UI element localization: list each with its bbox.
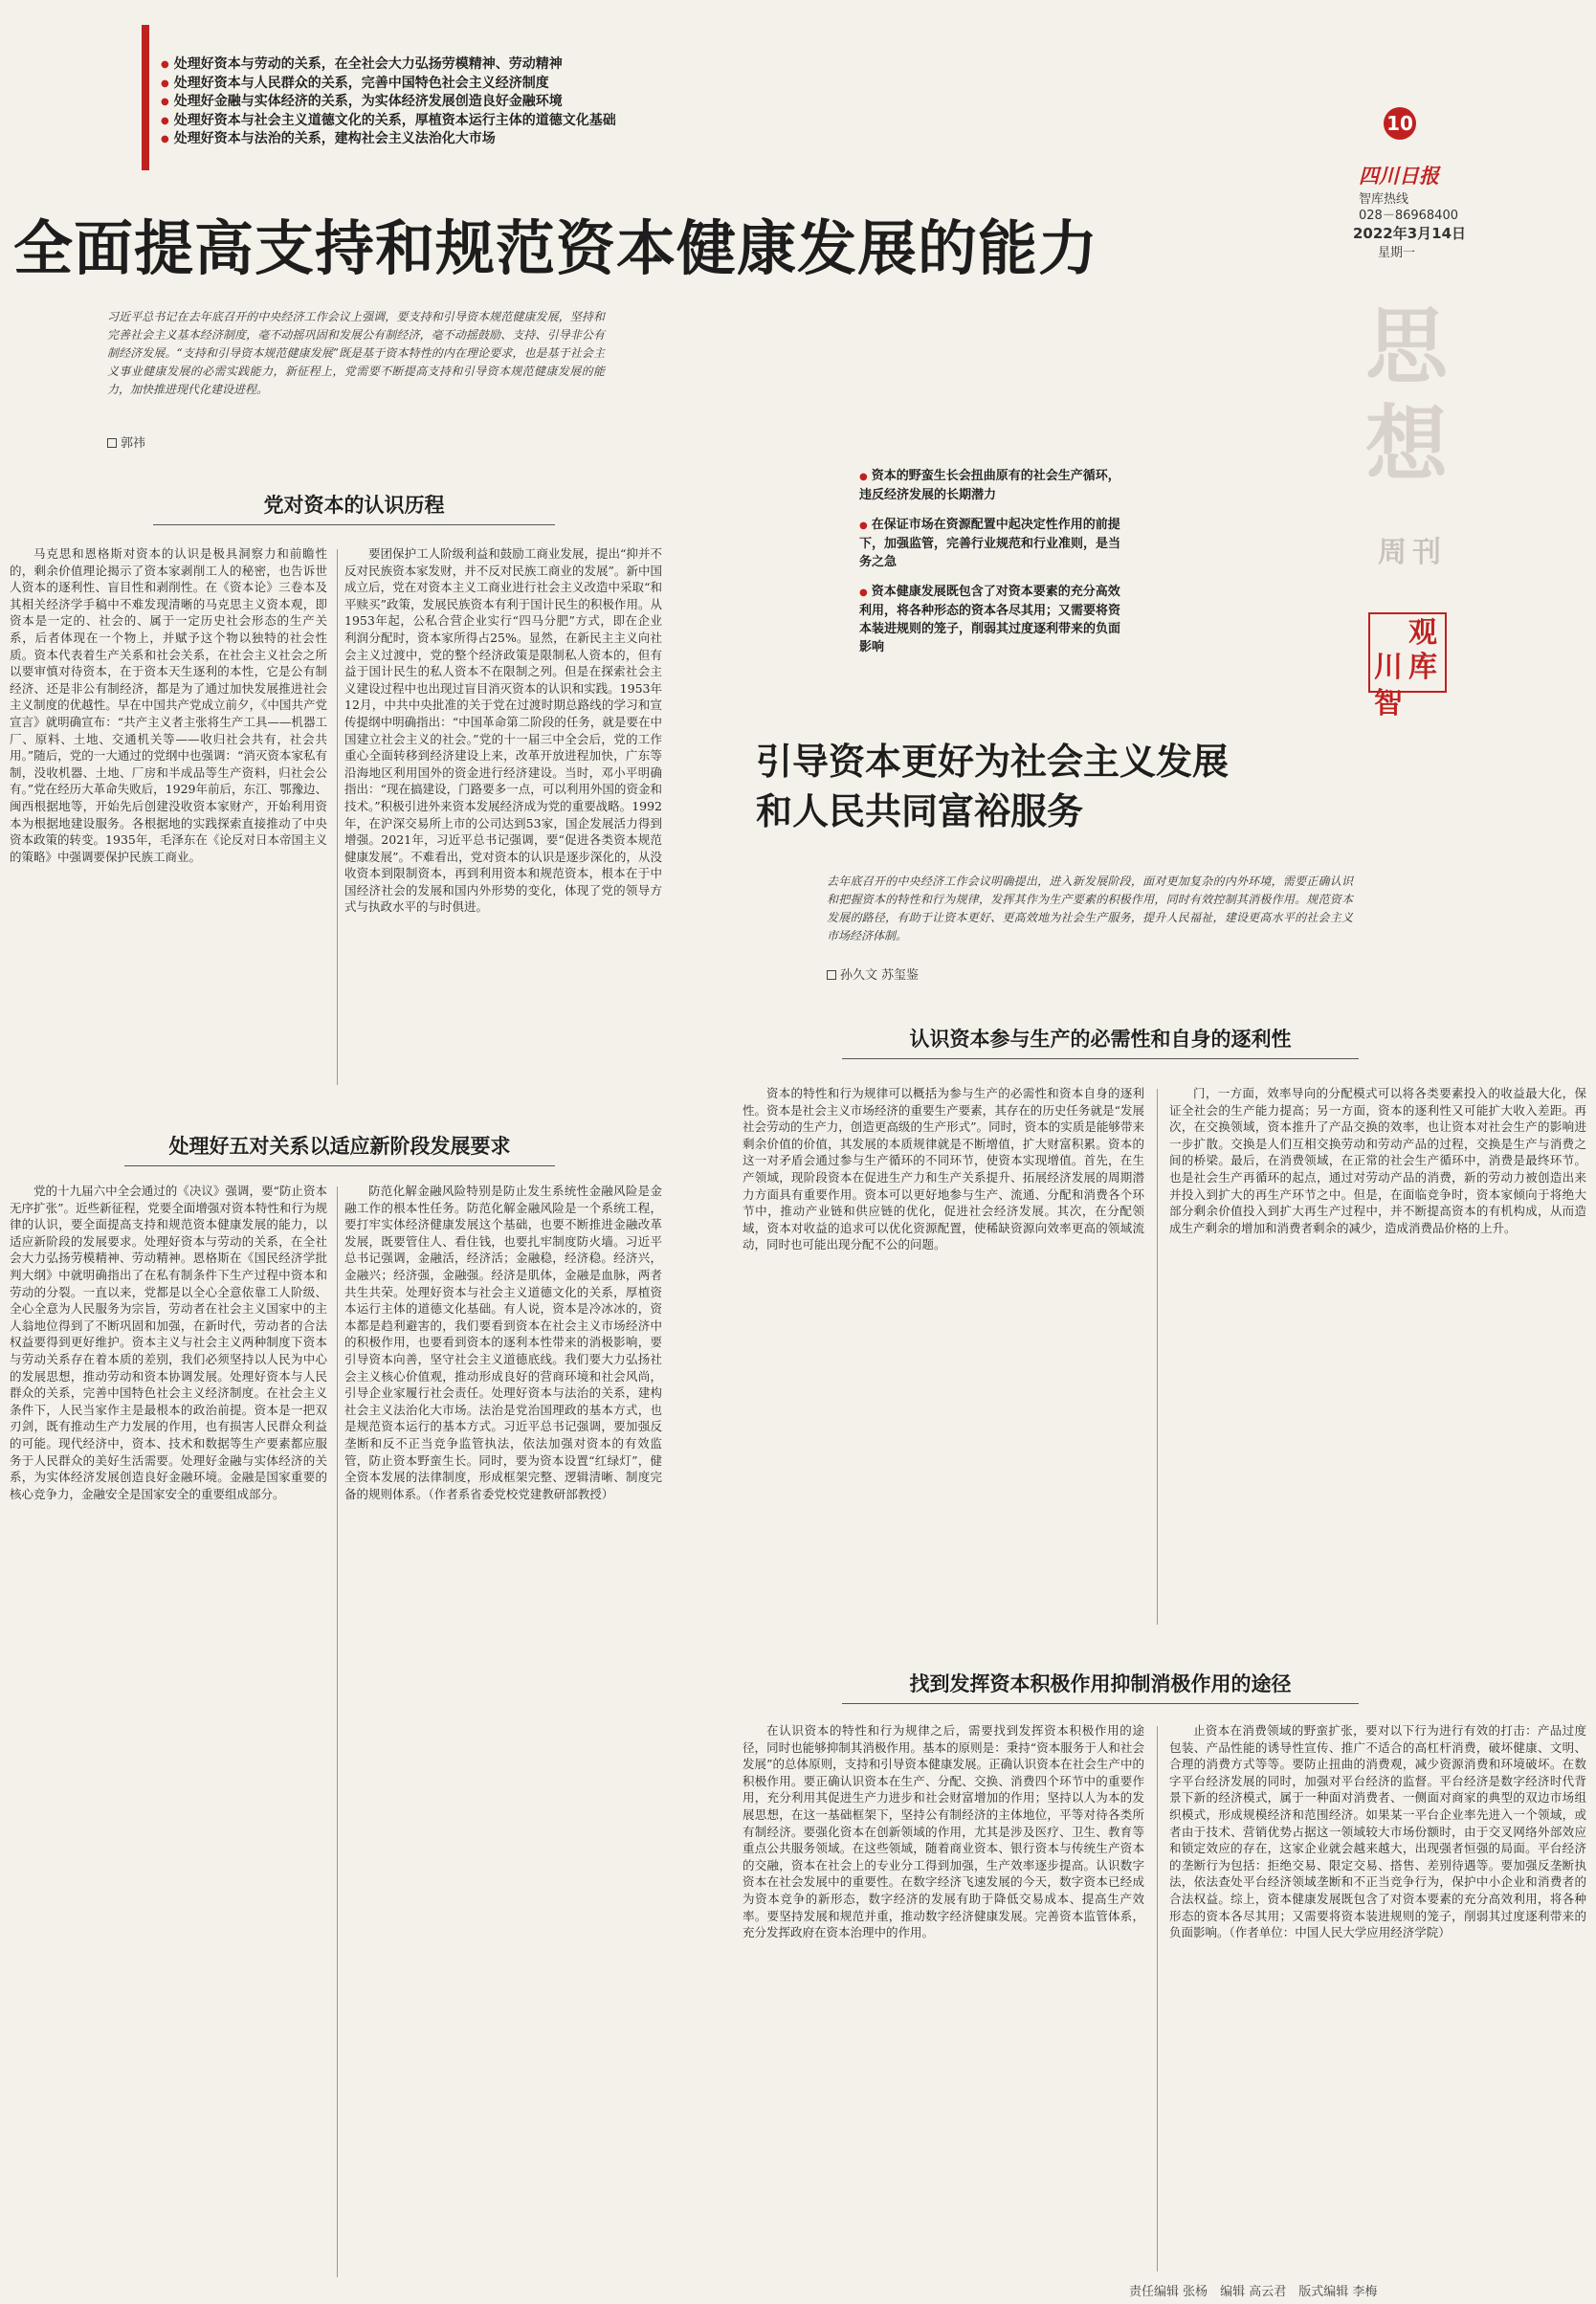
column-divider: [1157, 1089, 1158, 1625]
stamp-char: 川: [1374, 651, 1403, 684]
section-title: 党对资本的认识历程: [153, 490, 555, 525]
article-column: 资本的特性和行为规律可以概括为参与生产的必需性和资本自身的逐利性。资本是社会主义市场经济的重要生产要素，其存在的历史任务就是“发展社会劳动的生产力，创造更高级的生产形式”。同时，资本的实质是能够带来剩余价值的价值，其发展的本质规律就是不断增值，扩大财富积累。资本的这一对矛盾会通过参与生产循环的不同环节，使资本实现增值。首先，在生产领域，现阶段资本在促进生产力和生产关系提升、拓展经济发展的周期潜力方面具有重要作用。资本可以更好地参与生产、流通、分配和消费各个环节中，推动产业链和供应链的优化，促进社会经济发展。其次，在分配领域，资本对收益的追求可以优化资源配置，使稀缺资源向效率更高的领域流动，同时也可能出现分配不公的问题。: [743, 1086, 1144, 1252]
section-title: 认识资本参与生产的必需性和自身的逐利性: [842, 1024, 1359, 1059]
section-title: 处理好五对关系以适应新阶段发展要求: [124, 1131, 555, 1166]
header-bullet: ● 处理好资本与劳动的关系，在全社会大力弘扬劳模精神、劳动精神: [161, 55, 888, 75]
column-divider: [337, 549, 338, 1085]
article1-author: 郭祎: [107, 432, 145, 451]
article2-title-line: 引导资本更好为社会主义发展: [756, 741, 1230, 783]
newspaper-logo: 四川日报: [1359, 164, 1439, 188]
article-column: 防范化解金融风险特别是防止发生系统性金融风险是金融工作的根本性任务。防范化解金融风险是一个系统工程，要打牢实体经济健康发展这个基础，也要不断推进金融改革发展，既要管住人、看住钱，也要扎牢制度防火墙。习近平总书记强调，金融活，经济活；金融稳，经济稳。经济兴，金融兴；经济强，金融强。经济是肌体，金融是血脉，两者共生共荣。处理好资本与社会主义道德文化的关系，厚植资本运行主体的道德文化基础。有人说，资本是冷冰冰的，资本都是趋利避害的，我们要看到资本在社会主义市场经济中的积极作用，也要看到资本的逐利本性带来的消极影响，要引导资本向善，坚守社会主义道德底线。我们要大力弘扬社会主义核心价值观，推动形成良好的营商环境和社会风尚，引导企业家履行社会责任。处理好资本与法治的关系，建构社会主义法治化大市场。法治是党治国理政的基本方式，也是规范资本运行的基本方式。习近平总书记强调，要加强反垄断和反不正当竞争监管执法，依法加强对资本的有效监管，防止资本野蛮生长。同时，要为资本设置“红绿灯”，健全资本发展的法律制度，形成框架完整、逻辑清晰、制度完备的规则体系。（作者系省委党校党建教研部教授）: [344, 1184, 662, 1501]
hotline-number: 028－86968400: [1359, 209, 1458, 223]
column-divider: [337, 1186, 338, 2277]
article-column: 在认识资本的特性和行为规律之后，需要找到发挥资本积极作用的途径，同时也能够抑制其消极作用。基本的原则是：秉持“资本服务于人和社会发展”的总体原则，支持和引导资本健康发展。正确认识资本在社会生产中的积极作用。要正确认识资本在生产、分配、交换、消费四个环节中的重要作用，充分利用其促进生产力进步和社会财富增加的作用；坚持以人为本的发展思想，在这一基础框架下，坚持公有制经济的主体地位，平等对待各类所有制经济。要强化资本在创新领域的作用，尤其是涉及医疗、卫生、教育等重点公共服务领域。在这些领域，随着商业资本、银行资本与传统生产资本的交融，资本在社会上的专业分工得到加强，生产效率逐步提高。认识数字资本在社会发展中的重要性。在数字经济飞速发展的今天，数字资本已经成为资本竞争的新形态，数字经济的发展有助于降低交易成本、提高生产效率。要坚持发展和规范并重，推动数字经济健康发展。完善资本监管体系，充分发挥政府在资本治理中的作用。: [743, 1723, 1144, 1940]
page-number: 10: [1384, 107, 1416, 140]
header-bullets: [161, 55, 888, 149]
header-bullet: ● 处理好资本与人民群众的关系，完善中国特色社会主义经济制度: [161, 75, 888, 94]
header-bullet: ● 处理好资本与社会主义道德文化的关系，厚植资本运行主体的道德文化基础: [161, 112, 888, 131]
header-bullet: ● 处理好金融与实体经济的关系，为实体经济发展创造良好金融环境: [161, 93, 888, 112]
article-column: 门，一方面，效率导向的分配模式可以将各类要素投入的收益最大化，保证全社会的生产能力提高；另一方面，资本的逐利性又可能扩大收入差距。再次，在交换领域，资本推升了产品交换的效率，也让资本对社会生产的影响进一步扩散。交换是人们互相交换劳动和劳动产品的过程，交换是生产与消费之间的桥梁。最后，在消费领域，在正常的社会生产循环中，消费是最终环节。也是社会生产再循环的起点，通过对劳动产品的消费，新的劳动力被创造出来并投入到扩大的再生产环节之中。但是，在面临竞争时，资本家倾向于将绝大部分剩余价值投入到扩大再生产过程中，并不断提高资本的有机构成，从而造成生产剩余的增加和消费者剩余的减少，造成消费品价格的上升。: [1169, 1086, 1586, 1235]
article-column: 马克思和恩格斯对资本的认识是极具洞察力和前瞻性的，剩余价值理论揭示了资本家剥削工人的秘密，也告诉世人资本的逐利性、盲目性和剥削性。在《资本论》三卷本及其相关经济学手稿中不难发现清晰的马克思主义资本观，即资本是一定的、社会的、属于一定历史社会形态的生产关系，后者体现在一个物上，并赋予这个物以独特的社会性质。资本代表着生产关系和社会关系，在社会主义社会之所以要审慎对待资本，在于资本天生逐利的本性，它是公有制经济、还是非公有制经济，都是为了通过加快发展推进社会主义制度的优越性。早在中国共产党成立前夕，《中国共产党宣言》就明确宣布：“共产主义者主张将生产工具——机器工厂、原料、土地、交通机关等——收归社会共有，社会共用。”随后，党的一大通过的党纲中也强调：“消灭资本家私有制，没收机器、土地、厂房和半成品等生产资料，归社会公有。”党在经历大革命失败后，1929年前后，东江、鄂豫边、闽西根据地等，开始先后创建没收资本家财产，开始利用资本为根据地建设服务。各根据地的实践探索直接推动了中央资本政策的转变。1935年，毛泽东在《论反对日本帝国主义的策略》中强调要保护民族工商业。: [10, 546, 327, 864]
stamp-char: 库: [1408, 651, 1437, 684]
stamp-char: 智: [1374, 687, 1403, 720]
article2-title-line: 和人民共同富裕服务: [756, 790, 1084, 832]
pull-quote: ● 在保证市场在资源配置中起决定性作用的前提下，加强监管，完善行业规范和行业准则，是当务之急: [859, 516, 1127, 571]
footer-editors: 责任编辑 张杨 编辑 高云君 版式编辑 李梅: [1129, 2285, 1378, 2299]
header-red-bar: [142, 25, 149, 170]
issue-weekday: 星期一: [1378, 246, 1416, 260]
column-title-char: 想: [1365, 396, 1448, 493]
think-tank-stamp: [1368, 612, 1447, 720]
column-title-char: 思: [1365, 299, 1448, 395]
main-headline: 全面提高支持和规范资本健康发展的能力: [13, 213, 1099, 283]
article-column: 党的十九届六中全会通过的《决议》强调，要“防止资本无序扩张”。近些新征程，党要全面增强对资本特性和行为规律的认识，要全面提高支持和规范资本健康发展的能力，以适应新阶段的发展要求。处理好资本与劳动的关系，在全社会大力弘扬劳模精神、劳动精神。恩格斯在《国民经济学批判大纲》中就明确指出了在私有制条件下生产过程中资本和劳动的分裂。一直以来，党都是以全心全意依靠工人阶级、全心全意为人民服务为宗旨，劳动者在社会主义国家中的主人翁地位得到了不断巩固和加强，在新时代，劳动者的合法权益要得到更好维护。资本主义与社会主义两种制度下资本与劳动关系存在着本质的差别，我们必须坚持以人民为中心的发展思想，推动劳动和资本协调发展。处理好资本与人民群众的关系，完善中国特色社会主义经济制度。在社会主义条件下，人民当家作主是最根本的政治前提。资本是一把双刃剑，既有推动生产力发展的作用，也有损害人民群众利益的可能。现代经济中，资本、技术和数据等生产要素都应服务于人民群众的美好生活需要。处理好金融与实体经济的关系，为实体经济发展创造良好金融环境。金融是国家重要的核心竞争力，金融安全是国家安全的重要组成部分。: [10, 1184, 327, 1501]
article2-authors: 孙久文 苏玺鉴: [827, 964, 919, 983]
article2-intro: 去年底召开的中央经济工作会议明确提出，进入新发展阶段，面对更加复杂的内外环境，需要正确认识和把握资本的特性和行为规律，发挥其作为生产要素的积极作用，同时有效控制其消极作用。规范资本发展的路径，有助于让资本更好、更高效地为社会生产服务，提升人民福祉，建设更高水平的社会主义市场经济体制。: [827, 875, 1353, 942]
article-column: 止资本在消费领域的野蛮扩张，要对以下行为进行有效的打击：产品过度包装、产品性能的诱导性宣传、推广不适合的高杠杆消费，破坏健康、文明、合理的消费方式等等。要防止扭曲的消费观，减少资源消费和环境破坏。在数字平台经济发展的同时，加强对平台经济的监督。平台经济是数字经济时代背景下新的经济模式，属于一种面对消费者、一侧面对商家的典型的双边市场组织模式，形成规模经济和范围经济。如果某一平台企业率先进入一个领域，或者由于技术、营销优势占据这一领域较大市场份额时，由于交叉网络外部效应和锁定效应的存在，这家企业就会越来越大，出现强者恒强的局面。平台经济的垄断行为包括：拒绝交易、限定交易、搭售、差别待遇等。要加强反垄断执法，依法查处平台经济领域垄断和不正当竞争行为，保护中小企业和消费者的合法权益。综上，资本健康发展既包含了对资本要素的充分高效利用，将各种形态的资本各尽其用；又需要将资本装进规则的笼子，削弱其过度逐利带来的负面影响。（作者单位：中国人民大学应用经济学院）: [1169, 1723, 1586, 1940]
article1-intro: 习近平总书记在去年底召开的中央经济工作会议上强调，要支持和引导资本规范健康发展，坚持和完善社会主义基本经济制度，毫不动摇巩固和发展公有制经济，毫不动摇鼓励、支持、引导非公有制经济发展。“支持和引导资本规范健康发展”既是基于资本特性的内在理论要求，也是基于社会主义事业健康发展的必需实践能力，新征程上，党需要不断提高支持和引导资本规范健康发展的能力，加快推进现代化建设进程。: [107, 310, 605, 396]
pull-quote: ● 资本的野蛮生长会扭曲原有的社会生产循环，违反经济发展的长期潜力: [859, 467, 1127, 504]
stamp-char: 观: [1408, 616, 1437, 650]
article2-title: [756, 737, 1368, 836]
column-subtitle: 周刊: [1378, 536, 1447, 569]
pull-quotes: [859, 467, 1127, 668]
article-column: 要团保护工人阶级利益和鼓励工商业发展，提出“抑并不反对民族资本家发财，并不反对民族工商业的发展”。新中国成立后，党在对资本主义工商业进行社会主义改造中采取“和平赎买”政策，发展民族资本有利于国计民生的积极作用。从1953年起，公私合营企业实行“四马分肥”方式，即在企业利润分配时，资本家所得占25%。显然，在新民主主义向社会主义过渡中，党的整个经济政策是限制私人资本的，但有益于国计民生的私人资本不在限制之列。但是在探索社会主义建设过程中也出现过盲目消灭资本的认识和实践。1953年12月，中共中央批准的关于党在过渡时期总路线的学习和宣传提纲中明确指出：“中国革命第二阶段的任务，就是要在中国建立社会主义的社会。”党的十一届三中全会后，党的工作重心全面转移到经济建设上来，改革开放进程加快，广东等沿海地区利用国外的资金进行经济建设。当时，邓小平明确指出：“现在搞建设，门路要多一点，可以利用外国的资金和技术。”积极引进外来资本发展经济成为党的重要战略。1992年，在沪深交易所上市的公司达到53家，国企发展活力得到增强。2021年，习近平总书记强调，要“促进各类资本规范健康发展”。不难看出，党对资本的认识是逐步深化的，从没收资本到限制资本，再到利用资本和规范资本，根本在于中国经济社会的发展和国内外形势的变化，体现了党的领导方式与执政水平的与时俱进。: [344, 546, 662, 915]
column-divider: [1157, 1726, 1158, 2271]
hotline-label: 智库热线: [1359, 192, 1409, 207]
header-bullet: ● 处理好资本与法治的关系，建构社会主义法治化大市场: [161, 130, 888, 149]
section-title: 找到发挥资本积极作用抑制消极作用的途径: [842, 1669, 1359, 1704]
issue-date: 2022年3月14日: [1353, 225, 1467, 242]
pull-quote: ● 资本健康发展既包含了对资本要素的充分高效利用，将各种形态的资本各尽其用；又需要将资本装进规则的笼子，削弱其过度逐利带来的负面影响: [859, 583, 1127, 656]
